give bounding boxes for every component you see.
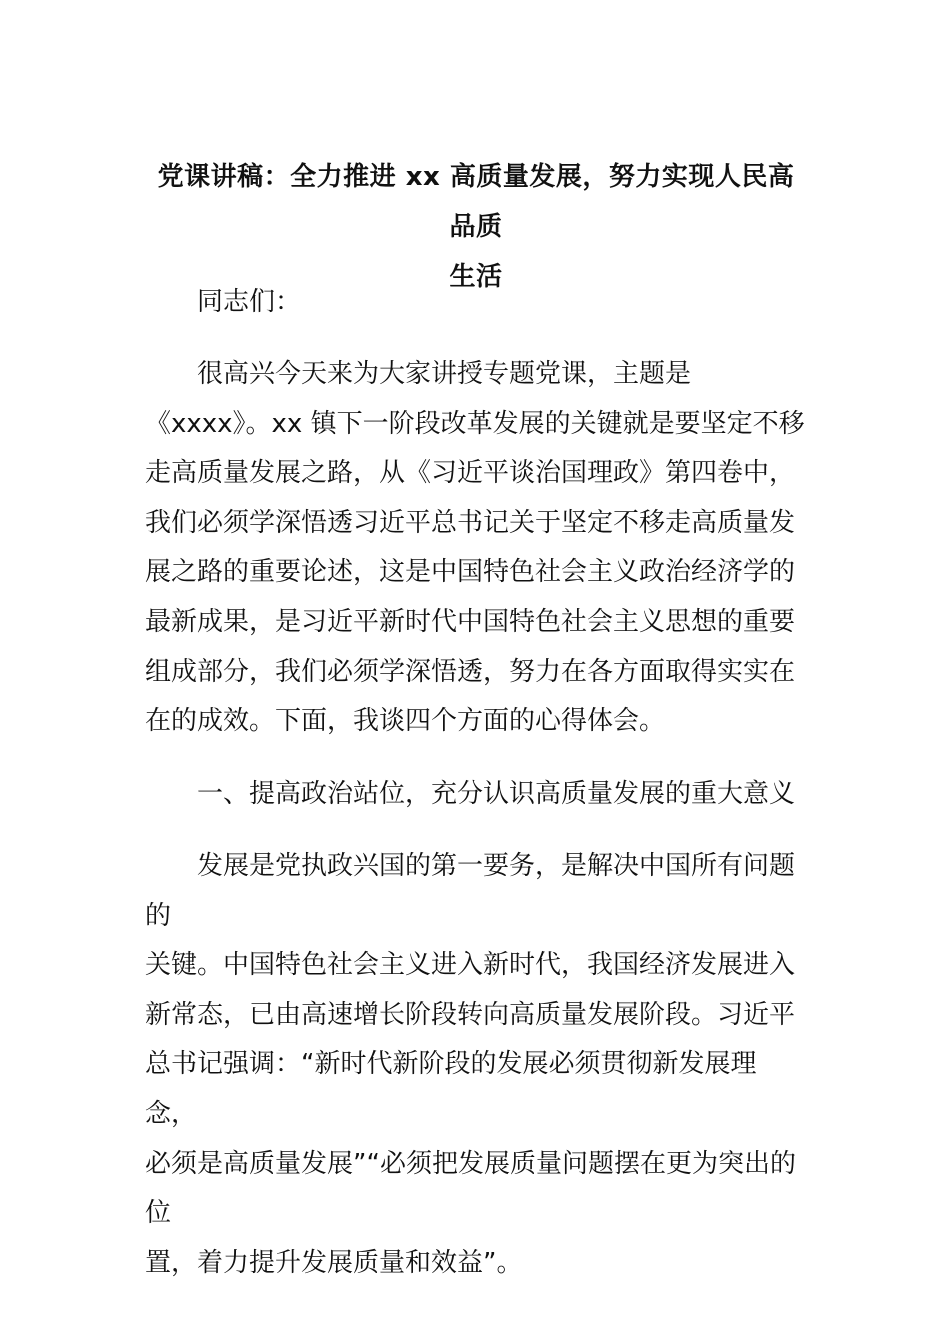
- paragraph-line: 展之路的重要论述，这是中国特色社会主义政治经济学的: [145, 557, 796, 588]
- paragraph-line: 我们必须学深悟透习近平总书记关于坚定不移走高质量发: [145, 507, 796, 538]
- paragraph-line: 在的成效。下面，我谈四个方面的心得体会。: [145, 706, 666, 737]
- section-heading-text: 一、提高政治站位，充分认识高质量发展的重大意义: [197, 779, 796, 809]
- paragraph-line: 最新成果，是习近平新时代中国特色社会主义思想的重要: [145, 606, 796, 637]
- paragraph-line: 必须是高质量发展”“必须把发展质量问题摆在更为突出的位: [145, 1148, 796, 1229]
- salutation: [145, 278, 807, 328]
- paragraph-line: 新常态，已由高速增长阶段转向高质量发展阶段。习近平: [145, 999, 796, 1030]
- salutation-text: 同志们：: [197, 287, 302, 317]
- title-line-2: 生活: [449, 262, 503, 292]
- paragraph-line: 很高兴今天来为大家讲授专题党课，主题是: [197, 359, 692, 389]
- section-heading-1: [145, 770, 807, 820]
- paragraph-line: 关键。中国特色社会主义进入新时代，我国经济发展进入: [145, 950, 796, 981]
- paragraph-line: 《xxxx》。xx 镇下一阶段改革发展的关键就是要坚定不移: [145, 408, 805, 439]
- paragraph-line: 发展是党执政兴国的第一要务，是解决中国所有问题的: [145, 851, 796, 931]
- paragraph-line: 总书记强调：“新时代新阶段的发展必须贯彻新发展理念，: [145, 1049, 757, 1129]
- paragraph-intro: [145, 350, 807, 747]
- title-line-1: 党课讲稿：全力推进 xx 高质量发展，努力实现人民高品质: [157, 162, 795, 242]
- paragraph-line: 走高质量发展之路，从《习近平谈治国理政》第四卷中，: [145, 458, 796, 489]
- paragraph-line: 组成部分，我们必须学深悟透，努力在各方面取得实实在: [145, 656, 796, 687]
- paragraph-section-1: [145, 842, 807, 1288]
- paragraph-line: 置，着力提升发展质量和效益”。: [145, 1247, 523, 1278]
